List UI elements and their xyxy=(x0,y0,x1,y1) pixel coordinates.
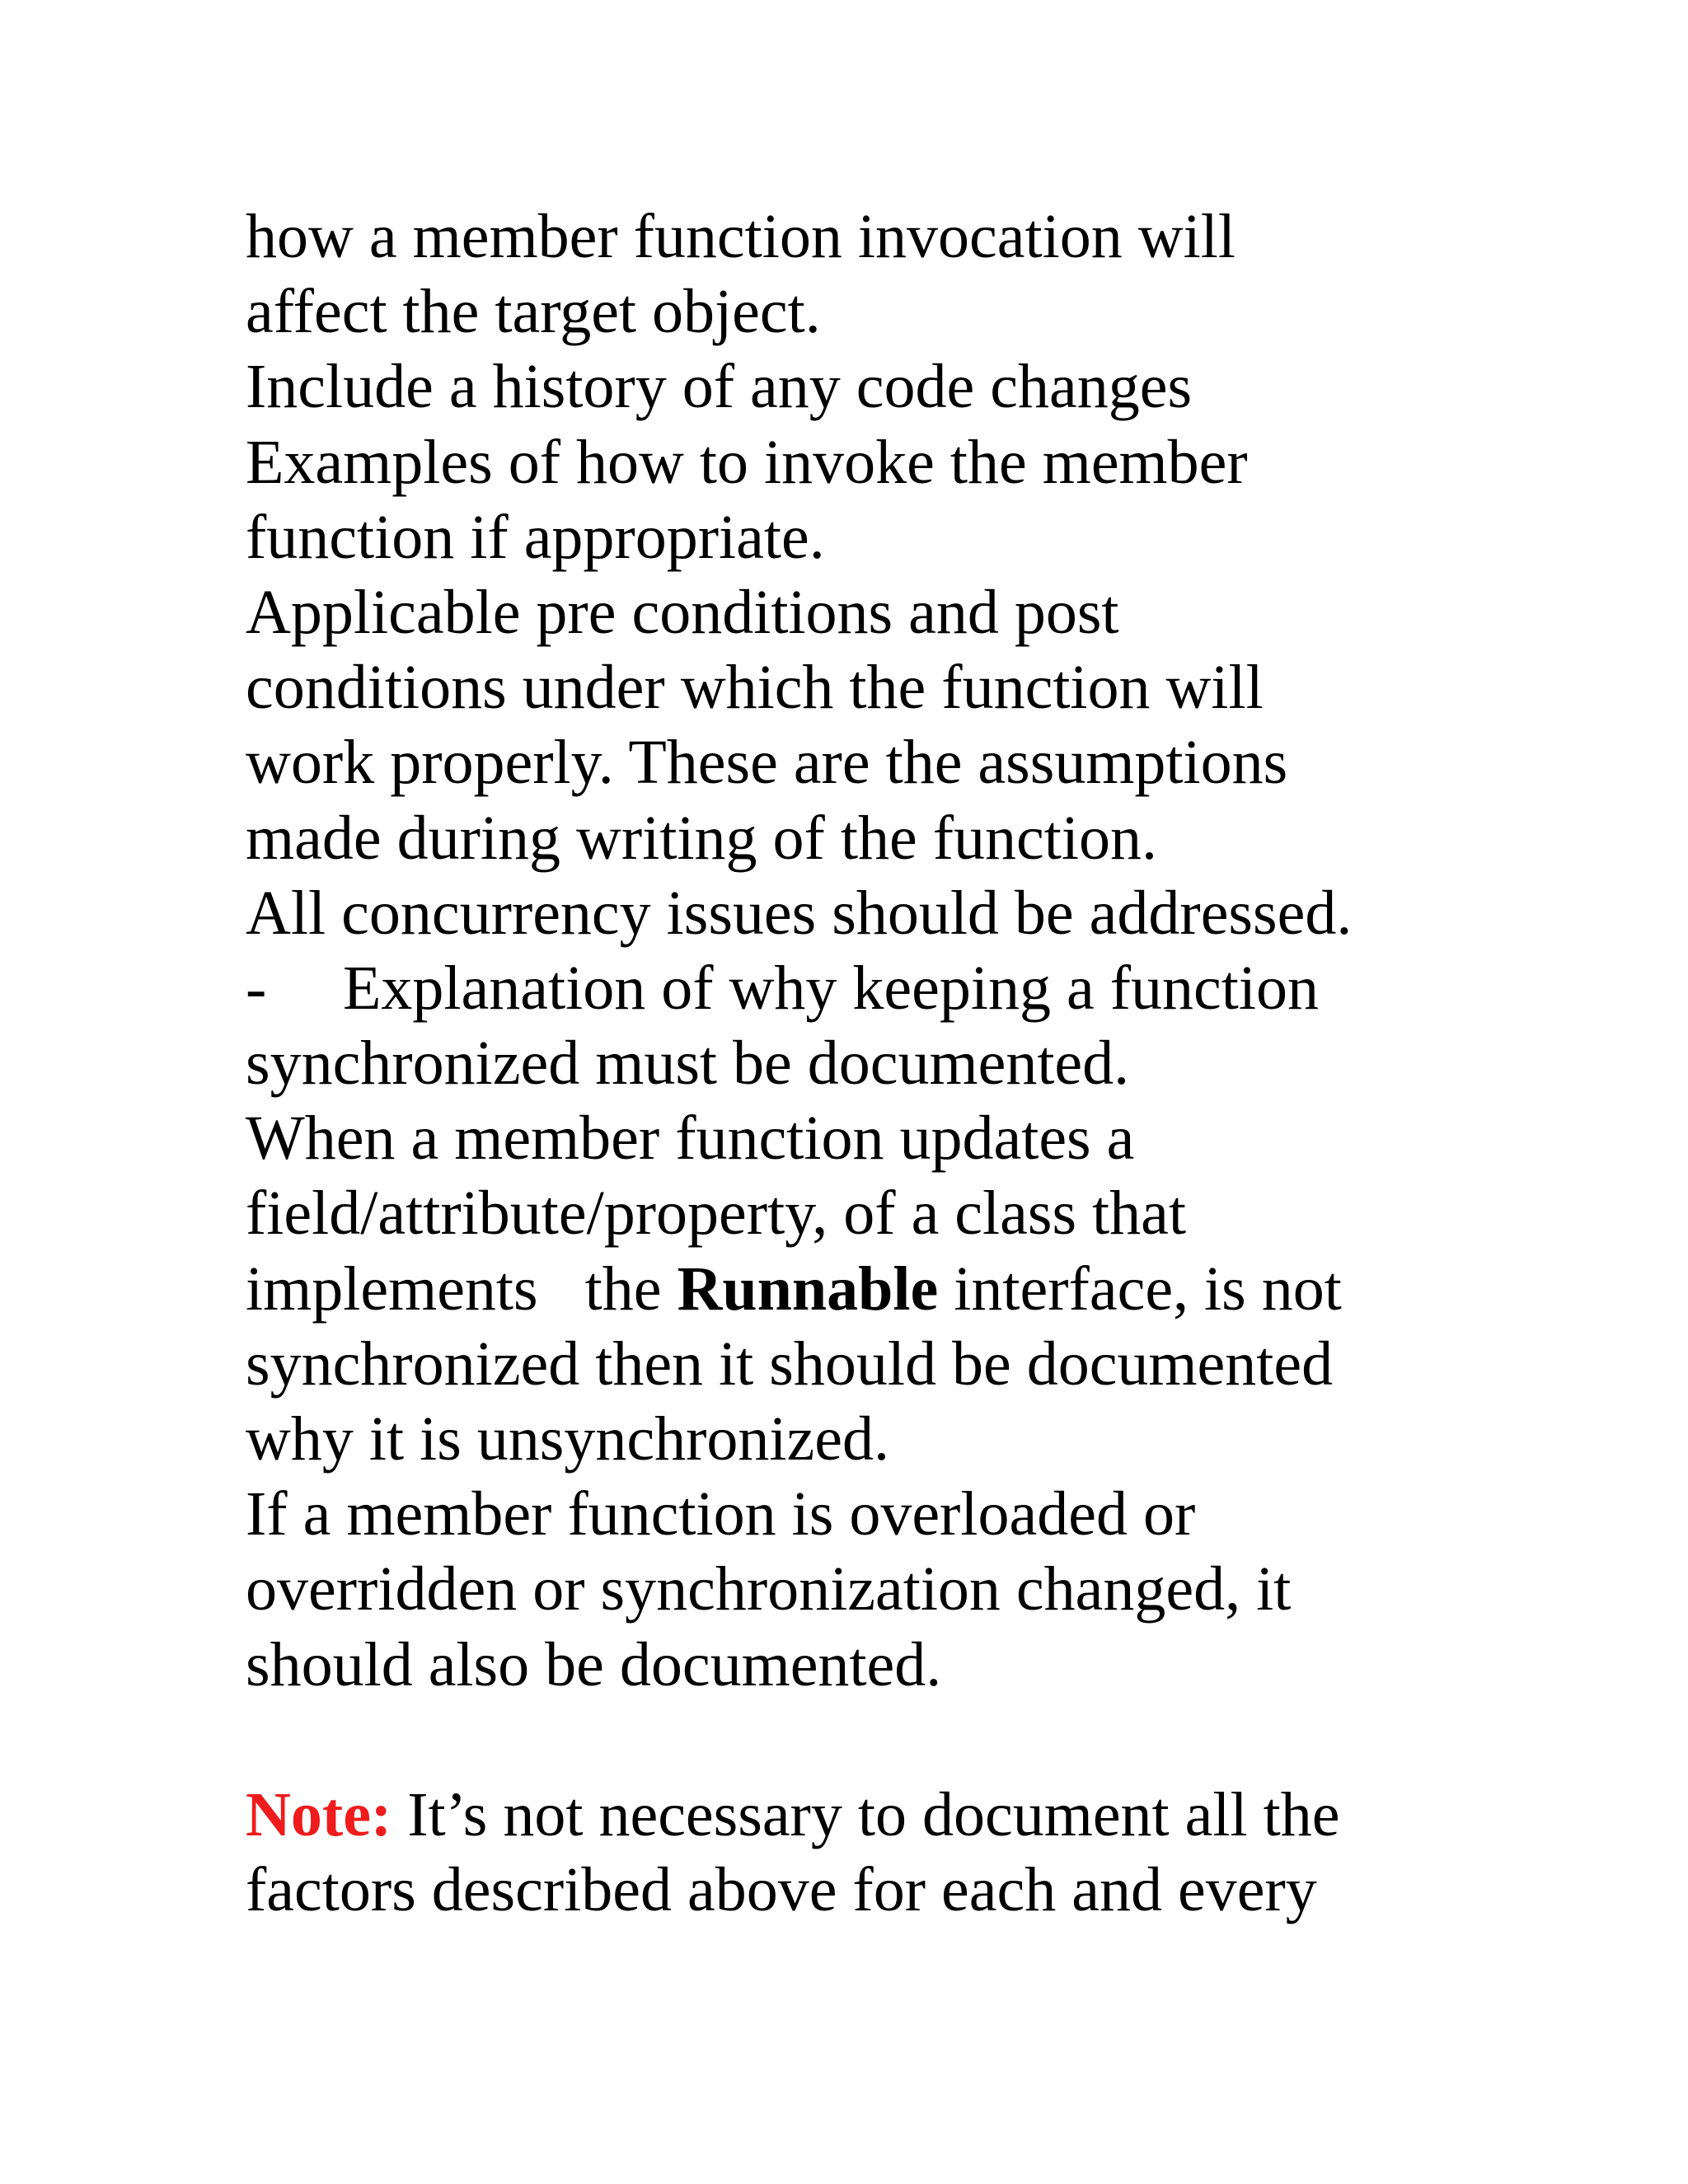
text-line: All concurrency issues should be addressed. xyxy=(246,878,1353,948)
runnable-line-before: implements the xyxy=(246,1254,678,1324)
text-line: work properly. These are the assumptions xyxy=(246,728,1288,798)
text-line: Examples of how to invoke the member xyxy=(246,427,1248,497)
text-line: If a member function is overloaded or xyxy=(246,1479,1196,1549)
text-line: made during writing of the function. xyxy=(246,803,1157,873)
text-line: overridden or synchronization changed, it xyxy=(246,1554,1292,1624)
text-line: synchronized then it should be documented xyxy=(246,1329,1334,1399)
text-line: should also be documented. xyxy=(246,1629,942,1699)
runnable-line-after: interface, is not xyxy=(938,1254,1342,1324)
dash-list-item xyxy=(246,951,1465,1026)
text-line: Applicable pre conditions and post xyxy=(246,577,1119,647)
note-continuation-line: factors described above for each and every xyxy=(246,1855,1317,1925)
text-line: Include a history of any code changes xyxy=(246,352,1193,422)
text-line: synchronized must be documented. xyxy=(246,1029,1130,1099)
dash-item-text: Explanation of why keeping a function xyxy=(343,953,1320,1023)
runnable-keyword: Runnable xyxy=(677,1254,939,1324)
document-body xyxy=(246,199,1465,1928)
text-line: affect the target object. xyxy=(246,277,821,347)
runnable-line xyxy=(246,1252,1465,1327)
text-line: function if appropriate. xyxy=(246,502,825,572)
note-line xyxy=(246,1778,1465,1853)
note-label: Note: xyxy=(246,1779,392,1849)
text-line: how a member function invocation will xyxy=(246,202,1236,271)
text-line: conditions under which the function will xyxy=(246,653,1264,723)
paragraph-spacer xyxy=(246,1703,1465,1778)
note-text: It’s not necessary to document all the xyxy=(392,1779,1340,1849)
text-line: why it is unsynchronized. xyxy=(246,1404,890,1474)
dash-bullet: - xyxy=(246,953,267,1023)
text-line: field/attribute/property, of a class that xyxy=(246,1179,1187,1249)
text-line: When a member function updates a xyxy=(246,1104,1135,1174)
